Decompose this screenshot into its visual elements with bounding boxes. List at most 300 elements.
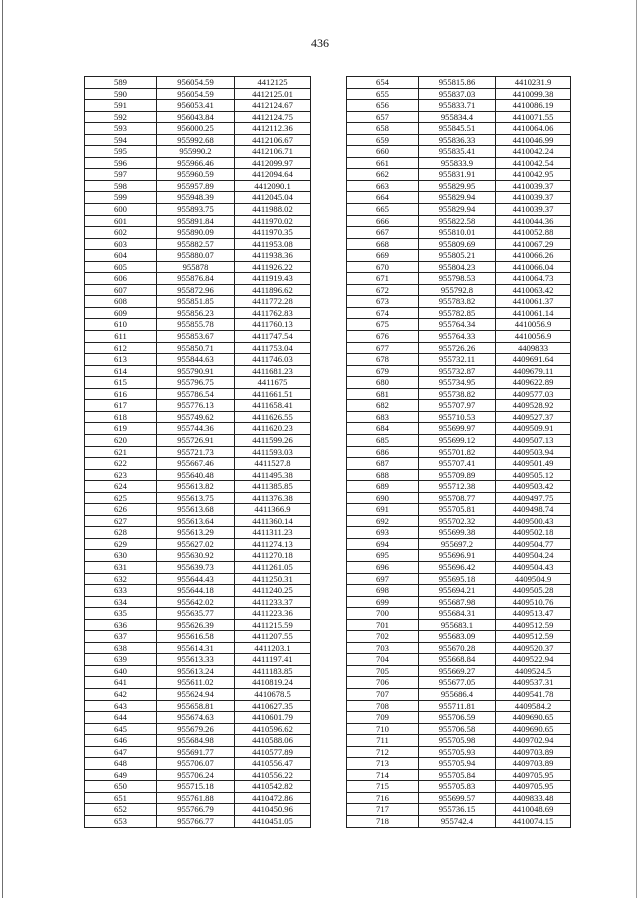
- x-coordinate-cell: 956043.84: [157, 111, 235, 123]
- y-coordinate-cell: 4409505.12: [496, 469, 571, 481]
- x-coordinate-cell: 955699.57: [419, 792, 496, 804]
- x-coordinate-cell: 955712.38: [419, 481, 496, 493]
- point-number-cell: 709: [347, 712, 419, 724]
- table-row: [85, 331, 311, 343]
- y-coordinate-cell: 4409833.48: [496, 792, 571, 804]
- point-number-cell: 667: [347, 227, 419, 239]
- table-row: [347, 769, 571, 781]
- x-coordinate-cell: 955872.96: [157, 284, 235, 296]
- table-row: [347, 723, 571, 735]
- y-coordinate-cell: 4410042.54: [496, 157, 571, 169]
- y-coordinate-cell: 4409500.43: [496, 515, 571, 527]
- x-coordinate-cell: 955674.63: [157, 712, 235, 724]
- y-coordinate-cell: 4412094.64: [235, 169, 311, 181]
- table-row: [347, 816, 571, 828]
- point-number-cell: 662: [347, 169, 419, 181]
- y-coordinate-cell: 4410074.15: [496, 816, 571, 828]
- y-coordinate-cell: 4410048.69: [496, 804, 571, 816]
- x-coordinate-cell: 955878: [157, 261, 235, 273]
- x-coordinate-cell: 955613.33: [157, 654, 235, 666]
- point-number-cell: 656: [347, 100, 419, 112]
- point-number-cell: 637: [85, 631, 157, 643]
- x-coordinate-cell: 955783.82: [419, 296, 496, 308]
- y-coordinate-cell: 4409503.94: [496, 446, 571, 458]
- table-row: [85, 388, 311, 400]
- table-row: [85, 88, 311, 100]
- table-row: [347, 215, 571, 227]
- x-coordinate-cell: 955948.39: [157, 192, 235, 204]
- y-coordinate-cell: 4409703.89: [496, 746, 571, 758]
- point-number-cell: 669: [347, 250, 419, 262]
- table-row: [347, 758, 571, 770]
- table-row: [347, 735, 571, 747]
- table-row: [347, 492, 571, 504]
- point-number-cell: 688: [347, 469, 419, 481]
- point-number-cell: 696: [347, 561, 419, 573]
- point-number-cell: 714: [347, 769, 419, 781]
- y-coordinate-cell: 4411183.85: [235, 665, 311, 677]
- y-coordinate-cell: 4410601.79: [235, 712, 311, 724]
- y-coordinate-cell: 4409690.65: [496, 712, 571, 724]
- y-coordinate-cell: 4412125: [235, 77, 311, 89]
- table-row: [347, 550, 571, 562]
- point-number-cell: 703: [347, 642, 419, 654]
- point-number-cell: 702: [347, 631, 419, 643]
- y-coordinate-cell: 4411938.36: [235, 250, 311, 262]
- point-number-cell: 645: [85, 723, 157, 735]
- table-row: [85, 261, 311, 273]
- point-number-cell: 641: [85, 677, 157, 689]
- x-coordinate-cell: 955966.46: [157, 157, 235, 169]
- table-row: [85, 192, 311, 204]
- point-number-cell: 616: [85, 388, 157, 400]
- x-coordinate-cell: 955658.81: [157, 700, 235, 712]
- x-coordinate-cell: 955683.1: [419, 619, 496, 631]
- point-number-cell: 716: [347, 792, 419, 804]
- point-number-cell: 715: [347, 781, 419, 793]
- point-number-cell: 630: [85, 550, 157, 562]
- table-row: [347, 388, 571, 400]
- table-row: [85, 585, 311, 597]
- x-coordinate-cell: 955880.07: [157, 250, 235, 262]
- x-coordinate-cell: 955853.67: [157, 331, 235, 343]
- table-row: [85, 434, 311, 446]
- table-row: [85, 769, 311, 781]
- point-number-cell: 681: [347, 388, 419, 400]
- point-number-cell: 707: [347, 688, 419, 700]
- y-coordinate-cell: 4411953.08: [235, 238, 311, 250]
- point-number-cell: 713: [347, 758, 419, 770]
- table-row: [347, 792, 571, 804]
- y-coordinate-cell: 4411215.59: [235, 619, 311, 631]
- point-number-cell: 642: [85, 688, 157, 700]
- table-row: [85, 816, 311, 828]
- x-coordinate-cell: 955761.88: [157, 792, 235, 804]
- table-row: [85, 423, 311, 435]
- x-coordinate-cell: 955707.97: [419, 400, 496, 412]
- y-coordinate-cell: 4411620.23: [235, 423, 311, 435]
- table-row: [85, 677, 311, 689]
- x-coordinate-cell: 955686.4: [419, 688, 496, 700]
- y-coordinate-cell: 4410542.82: [235, 781, 311, 793]
- x-coordinate-cell: 955687.98: [419, 596, 496, 608]
- table-row: [347, 365, 571, 377]
- x-coordinate-cell: 955611.02: [157, 677, 235, 689]
- y-coordinate-cell: 4411970.35: [235, 227, 311, 239]
- x-coordinate-cell: 955694.21: [419, 585, 496, 597]
- y-coordinate-cell: 4409527.37: [496, 411, 571, 423]
- x-coordinate-cell: 955732.87: [419, 365, 496, 377]
- x-coordinate-cell: 955613.29: [157, 527, 235, 539]
- x-coordinate-cell: 955709.89: [419, 469, 496, 481]
- point-number-cell: 602: [85, 227, 157, 239]
- x-coordinate-cell: 955805.21: [419, 250, 496, 262]
- table-row: [85, 804, 311, 816]
- table-row: [347, 342, 571, 354]
- y-coordinate-cell: 4409505.28: [496, 585, 571, 597]
- table-row: [85, 180, 311, 192]
- table-row: [85, 123, 311, 135]
- table-row: [85, 712, 311, 724]
- table-row: [347, 469, 571, 481]
- table-row: [85, 319, 311, 331]
- point-number-cell: 632: [85, 573, 157, 585]
- point-number-cell: 591: [85, 100, 157, 112]
- x-coordinate-cell: 955679.26: [157, 723, 235, 735]
- x-coordinate-cell: 955626.39: [157, 619, 235, 631]
- table-row: [347, 238, 571, 250]
- y-coordinate-cell: 4411675: [235, 377, 311, 389]
- y-coordinate-cell: 4409510.76: [496, 596, 571, 608]
- x-coordinate-cell: 955742.4: [419, 816, 496, 828]
- y-coordinate-cell: 4411760.13: [235, 319, 311, 331]
- point-number-cell: 628: [85, 527, 157, 539]
- point-number-cell: 705: [347, 665, 419, 677]
- table-row: [85, 134, 311, 146]
- x-coordinate-cell: 955822.58: [419, 215, 496, 227]
- y-coordinate-cell: 4409507.13: [496, 434, 571, 446]
- point-number-cell: 706: [347, 677, 419, 689]
- point-number-cell: 590: [85, 88, 157, 100]
- point-number-cell: 654: [347, 77, 419, 89]
- y-coordinate-cell: 4409512.59: [496, 631, 571, 643]
- x-coordinate-cell: 955708.77: [419, 492, 496, 504]
- x-coordinate-cell: 955957.89: [157, 180, 235, 192]
- x-coordinate-cell: 955798.53: [419, 273, 496, 285]
- y-coordinate-cell: 4411988.02: [235, 204, 311, 216]
- table-row: [347, 88, 571, 100]
- x-coordinate-cell: 956053.41: [157, 100, 235, 112]
- point-number-cell: 640: [85, 665, 157, 677]
- x-coordinate-cell: 955702.32: [419, 515, 496, 527]
- y-coordinate-cell: 4409622.89: [496, 377, 571, 389]
- x-coordinate-cell: 955684.98: [157, 735, 235, 747]
- table-row: [347, 400, 571, 412]
- point-number-cell: 697: [347, 573, 419, 585]
- table-row: [347, 561, 571, 573]
- y-coordinate-cell: 4411747.54: [235, 331, 311, 343]
- x-coordinate-cell: 955706.59: [419, 712, 496, 724]
- point-number-cell: 711: [347, 735, 419, 747]
- point-number-cell: 704: [347, 654, 419, 666]
- table-row: [347, 192, 571, 204]
- table-row: [85, 792, 311, 804]
- x-coordinate-cell: 955701.82: [419, 446, 496, 458]
- x-coordinate-cell: 955764.34: [419, 319, 496, 331]
- x-coordinate-cell: 955613.24: [157, 665, 235, 677]
- point-number-cell: 698: [347, 585, 419, 597]
- x-coordinate-cell: 955696.42: [419, 561, 496, 573]
- table-row: [347, 111, 571, 123]
- y-coordinate-cell: 4410099.38: [496, 88, 571, 100]
- table-row: [85, 642, 311, 654]
- y-coordinate-cell: 4409513.47: [496, 608, 571, 620]
- table-row: [347, 434, 571, 446]
- point-number-cell: 619: [85, 423, 157, 435]
- point-number-cell: 677: [347, 342, 419, 354]
- x-coordinate-cell: 955613.64: [157, 515, 235, 527]
- table-row: [85, 146, 311, 158]
- x-coordinate-cell: 955726.91: [157, 434, 235, 446]
- x-coordinate-cell: 955644.18: [157, 585, 235, 597]
- x-coordinate-cell: 955764.33: [419, 331, 496, 343]
- point-number-cell: 657: [347, 111, 419, 123]
- y-coordinate-cell: 4410596.62: [235, 723, 311, 735]
- point-number-cell: 710: [347, 723, 419, 735]
- page-number: 436: [311, 36, 329, 50]
- table-row: [85, 700, 311, 712]
- y-coordinate-cell: 4411270.18: [235, 550, 311, 562]
- x-coordinate-cell: 955829.94: [419, 192, 496, 204]
- table-row: [347, 180, 571, 192]
- y-coordinate-cell: 4411970.02: [235, 215, 311, 227]
- point-number-cell: 661: [347, 157, 419, 169]
- x-coordinate-cell: 955810.01: [419, 227, 496, 239]
- point-number-cell: 651: [85, 792, 157, 804]
- x-coordinate-cell: 955695.18: [419, 573, 496, 585]
- x-coordinate-cell: 955726.26: [419, 342, 496, 354]
- y-coordinate-cell: 4410556.47: [235, 758, 311, 770]
- y-coordinate-cell: 4410451.05: [235, 816, 311, 828]
- table-row: [85, 284, 311, 296]
- x-coordinate-cell: 955614.31: [157, 642, 235, 654]
- table-row: [85, 746, 311, 758]
- x-coordinate-cell: 955831.91: [419, 169, 496, 181]
- point-number-cell: 639: [85, 654, 157, 666]
- point-number-cell: 611: [85, 331, 157, 343]
- x-coordinate-cell: 955790.91: [157, 365, 235, 377]
- x-coordinate-cell: 955809.69: [419, 238, 496, 250]
- x-coordinate-cell: 955706.58: [419, 723, 496, 735]
- point-number-cell: 682: [347, 400, 419, 412]
- table-row: [347, 284, 571, 296]
- y-coordinate-cell: 4409690.65: [496, 723, 571, 735]
- point-number-cell: 599: [85, 192, 157, 204]
- y-coordinate-cell: 4410039.37: [496, 192, 571, 204]
- point-number-cell: 636: [85, 619, 157, 631]
- point-number-cell: 687: [347, 458, 419, 470]
- point-number-cell: 638: [85, 642, 157, 654]
- point-number-cell: 613: [85, 354, 157, 366]
- point-number-cell: 609: [85, 307, 157, 319]
- x-coordinate-cell: 955844.63: [157, 354, 235, 366]
- y-coordinate-cell: 4410066.26: [496, 250, 571, 262]
- table-row: [85, 100, 311, 112]
- point-number-cell: 629: [85, 538, 157, 550]
- table-row: [347, 157, 571, 169]
- y-coordinate-cell: 4410064.73: [496, 273, 571, 285]
- x-coordinate-cell: 955640.48: [157, 469, 235, 481]
- point-number-cell: 700: [347, 608, 419, 620]
- x-coordinate-cell: 955669.27: [419, 665, 496, 677]
- point-number-cell: 660: [347, 146, 419, 158]
- point-number-cell: 689: [347, 481, 419, 493]
- y-coordinate-cell: 4409705.95: [496, 769, 571, 781]
- point-number-cell: 625: [85, 492, 157, 504]
- table-row: [85, 411, 311, 423]
- point-number-cell: 693: [347, 527, 419, 539]
- y-coordinate-cell: 4411599.26: [235, 434, 311, 446]
- point-number-cell: 603: [85, 238, 157, 250]
- x-coordinate-cell: 955855.78: [157, 319, 235, 331]
- y-coordinate-cell: 4409577.03: [496, 388, 571, 400]
- point-number-cell: 593: [85, 123, 157, 135]
- table-row: [347, 411, 571, 423]
- x-coordinate-cell: 955613.82: [157, 481, 235, 493]
- x-coordinate-cell: 956054.59: [157, 77, 235, 89]
- point-number-cell: 685: [347, 434, 419, 446]
- point-number-cell: 666: [347, 215, 419, 227]
- point-number-cell: 686: [347, 446, 419, 458]
- x-coordinate-cell: 955705.84: [419, 769, 496, 781]
- x-coordinate-cell: 955677.05: [419, 677, 496, 689]
- table-row: [85, 111, 311, 123]
- y-coordinate-cell: 4409679.11: [496, 365, 571, 377]
- table-row: [347, 354, 571, 366]
- point-number-cell: 650: [85, 781, 157, 793]
- x-coordinate-cell: 955639.73: [157, 561, 235, 573]
- y-coordinate-cell: 4412112.36: [235, 123, 311, 135]
- y-coordinate-cell: 4410231.9: [496, 77, 571, 89]
- table-row: [85, 204, 311, 216]
- x-coordinate-cell: 955766.79: [157, 804, 235, 816]
- table-row: [85, 550, 311, 562]
- y-coordinate-cell: 4409501.49: [496, 458, 571, 470]
- y-coordinate-cell: 4411762.83: [235, 307, 311, 319]
- y-coordinate-cell: 4411527.8: [235, 458, 311, 470]
- point-number-cell: 692: [347, 515, 419, 527]
- table-row: [347, 481, 571, 493]
- x-coordinate-cell: 955706.07: [157, 758, 235, 770]
- y-coordinate-cell: 4410556.22: [235, 769, 311, 781]
- y-coordinate-cell: 4410588.06: [235, 735, 311, 747]
- x-coordinate-cell: 955667.46: [157, 458, 235, 470]
- table-row: [347, 804, 571, 816]
- x-coordinate-cell: 955990.2: [157, 146, 235, 158]
- y-coordinate-cell: 4410577.89: [235, 746, 311, 758]
- x-coordinate-cell: 955630.92: [157, 550, 235, 562]
- x-coordinate-cell: 955882.57: [157, 238, 235, 250]
- x-coordinate-cell: 955749.62: [157, 411, 235, 423]
- point-number-cell: 589: [85, 77, 157, 89]
- y-coordinate-cell: 4410086.19: [496, 100, 571, 112]
- point-number-cell: 620: [85, 434, 157, 446]
- table-row: [347, 204, 571, 216]
- table-row: [347, 227, 571, 239]
- point-number-cell: 614: [85, 365, 157, 377]
- table-row: [85, 758, 311, 770]
- x-coordinate-cell: 955845.51: [419, 123, 496, 135]
- y-coordinate-cell: 4410627.35: [235, 700, 311, 712]
- x-coordinate-cell: 955891.84: [157, 215, 235, 227]
- table-row: [347, 631, 571, 643]
- y-coordinate-cell: 4411366.9: [235, 504, 311, 516]
- x-coordinate-cell: 955699.12: [419, 434, 496, 446]
- table-row: [347, 527, 571, 539]
- table-row: [85, 307, 311, 319]
- x-coordinate-cell: 955893.75: [157, 204, 235, 216]
- point-number-cell: 621: [85, 446, 157, 458]
- table-row: [85, 458, 311, 470]
- x-coordinate-cell: 955834.4: [419, 111, 496, 123]
- y-coordinate-cell: 4409520.37: [496, 642, 571, 654]
- table-row: [347, 746, 571, 758]
- point-number-cell: 631: [85, 561, 157, 573]
- point-number-cell: 672: [347, 284, 419, 296]
- x-coordinate-cell: 955705.93: [419, 746, 496, 758]
- y-coordinate-cell: 4411311.23: [235, 527, 311, 539]
- y-coordinate-cell: 4411223.36: [235, 608, 311, 620]
- y-coordinate-cell: 4410056.9: [496, 319, 571, 331]
- point-number-cell: 598: [85, 180, 157, 192]
- table-row: [85, 631, 311, 643]
- table-row: [85, 446, 311, 458]
- point-number-cell: 655: [347, 88, 419, 100]
- point-number-cell: 699: [347, 596, 419, 608]
- point-number-cell: 607: [85, 284, 157, 296]
- table-row: [347, 296, 571, 308]
- y-coordinate-cell: 4411197.41: [235, 654, 311, 666]
- x-coordinate-cell: 955705.94: [419, 758, 496, 770]
- y-coordinate-cell: 4409504.43: [496, 561, 571, 573]
- point-number-cell: 676: [347, 331, 419, 343]
- x-coordinate-cell: 955829.94: [419, 204, 496, 216]
- point-number-cell: 694: [347, 538, 419, 550]
- table-row: [85, 296, 311, 308]
- point-number-cell: 644: [85, 712, 157, 724]
- y-coordinate-cell: 4411746.03: [235, 354, 311, 366]
- y-coordinate-cell: 4410042.95: [496, 169, 571, 181]
- x-coordinate-cell: 955837.03: [419, 88, 496, 100]
- table-row: [85, 781, 311, 793]
- point-number-cell: 674: [347, 307, 419, 319]
- table-row: [85, 273, 311, 285]
- y-coordinate-cell: 4410064.06: [496, 123, 571, 135]
- coordinates-table-right: [346, 76, 571, 828]
- table-row: [347, 250, 571, 262]
- y-coordinate-cell: 4409703.89: [496, 758, 571, 770]
- table-row: [347, 573, 571, 585]
- point-number-cell: 626: [85, 504, 157, 516]
- y-coordinate-cell: 4411250.31: [235, 573, 311, 585]
- table-row: [85, 723, 311, 735]
- x-coordinate-cell: 955835.41: [419, 146, 496, 158]
- y-coordinate-cell: 4412124.67: [235, 100, 311, 112]
- point-number-cell: 718: [347, 816, 419, 828]
- table-row: [347, 123, 571, 135]
- table-row: [85, 538, 311, 550]
- point-number-cell: 659: [347, 134, 419, 146]
